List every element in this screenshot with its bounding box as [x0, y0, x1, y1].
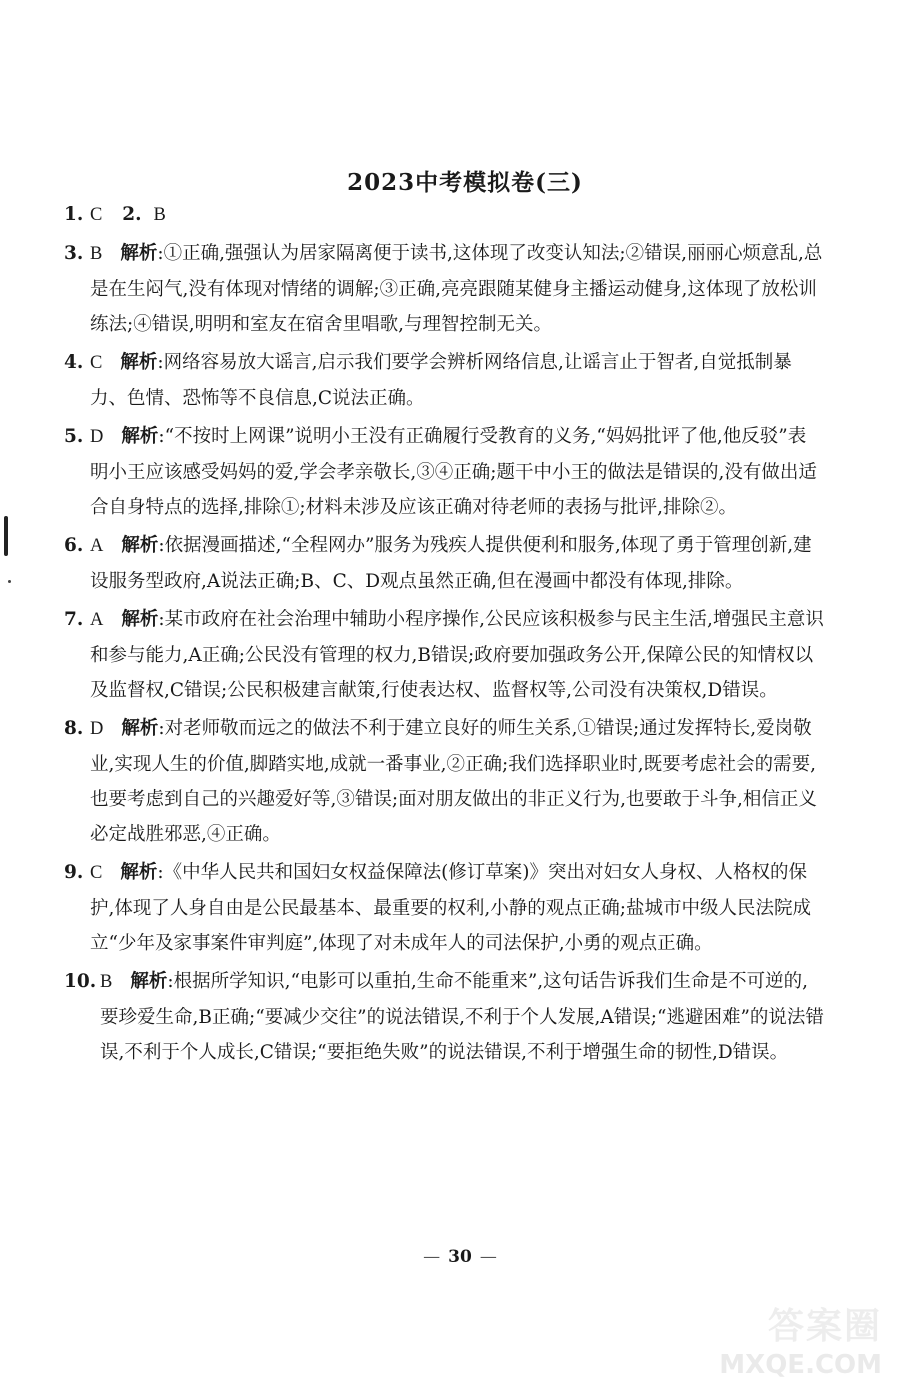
analysis-label: 解析 — [120, 352, 158, 373]
answer-item-1-2 — [64, 197, 824, 233]
answer-item-9 — [64, 855, 824, 961]
analysis-label: 解析 — [121, 535, 159, 556]
item-body — [90, 711, 824, 852]
analysis-text: :对老师敬而远之的做法不利于建立良好的师生关系,①错误;通过发挥特长,爱岗敬业,实现人生的价值,脚踏实地,成就一番事业,②正确;我们选择职业时,既要考虑社会的需要,也要考虑到自己的兴趣爱好等,③错误;面对朋友做出的非正义行为,也要敢于斗争,相信正义必定战胜邪恶,④正确。 — [90, 718, 817, 845]
item-number: 5. — [64, 426, 84, 447]
item-answer: B — [90, 244, 103, 264]
item-answer: B — [100, 972, 113, 992]
page-title: 2023中考模拟卷(三) — [347, 169, 583, 196]
item-body — [90, 197, 824, 233]
analysis-text: :《中华人民共和国妇女权益保障法(修订草案)》突出对妇女人身权、人格权的保护,体现了人身自由是公民最基本、最重要的权利,小静的观点正确;盐城市中级人民法院成立“少年及家事案件审判庭”,体现了对未成年人的司法保护,小勇的观点正确。 — [90, 862, 811, 954]
margin-ink-dot — [8, 580, 11, 583]
item-body — [90, 419, 824, 525]
item-number: 7. — [64, 609, 84, 630]
item-answer: C — [90, 353, 103, 373]
analysis-text: :根据所学知识,“电影可以重拍,生命不能重来”,这句话告诉我们生命是不可逆的,要珍爱生命,B正确;“要减少交往”的说法错误,不利于个人发展,A错误;“逃避困难”的说法错误,不利于个人成长,C错误;“要拒绝失败”的说法错误,不利于增强生命的韧性,D错误。 — [100, 971, 824, 1063]
site-watermark — [686, 1298, 886, 1380]
item-body — [90, 236, 824, 342]
item-answer: C — [90, 863, 103, 883]
margin-ink-mark — [4, 516, 8, 556]
analysis-text: :某市政府在社会治理中辅助小程序操作,公民应该积极参与民主生活,增强民主意识和参与能力,A正确;公民没有管理的权力,B错误;政府要加强政务公开,保障公民的知情权以及监督权,C错误;公民积极建言献策,行使表达权、监督权等,公司没有决策权,D错误。 — [90, 609, 824, 701]
analysis-label: 解析 — [120, 862, 158, 883]
footer-dash-left: — — [423, 1247, 441, 1267]
page-number: 30 — [448, 1247, 472, 1267]
answer-item-5 — [64, 419, 824, 525]
analysis-text: :“不按时上网课”说明小王没有正确履行受教育的义务,“妈妈批评了他,他反驳”表明小王应该感受妈妈的爱,学会孝亲敬长,③④正确;题干中小王的做法是错误的,没有做出适合自身特点的选择,排除①;材料未涉及应该正确对待老师的表扬与批评,排除②。 — [90, 426, 817, 518]
analysis-label: 解析 — [120, 243, 158, 264]
item-answer-2: B — [153, 205, 166, 225]
item-number: 3. — [64, 243, 84, 264]
item-number: 8. — [64, 718, 84, 739]
item-number-2: 2. — [122, 204, 142, 225]
watermark-logo: 答案圈 — [767, 1306, 882, 1347]
analysis-text: :依据漫画描述,“全程网办”服务为残疾人提供便利和服务,体现了勇于管理创新,建设服务型政府,A说法正确;B、C、D观点虽然正确,但在漫画中都没有体现,排除。 — [90, 535, 812, 592]
item-body — [90, 345, 824, 416]
item-body — [100, 964, 824, 1070]
item-answer: C — [90, 205, 103, 225]
footer-dash-right: — — [479, 1247, 497, 1267]
item-answer: A — [90, 610, 104, 630]
item-answer: D — [90, 719, 104, 739]
analysis-label: 解析 — [121, 718, 159, 739]
item-number: 9. — [64, 862, 84, 883]
analysis-text: :网络容易放大谣言,启示我们要学会辨析网络信息,让谣言止于智者,自觉抵制暴力、色情、恐怖等不良信息,C说法正确。 — [90, 352, 792, 409]
answer-item-8 — [64, 711, 824, 852]
item-number: 1. — [64, 204, 84, 225]
item-number: 10. — [64, 971, 97, 992]
answer-item-7 — [64, 602, 824, 708]
answer-list — [64, 197, 824, 1073]
item-number: 4. — [64, 352, 84, 373]
answer-item-6 — [64, 528, 824, 599]
item-body — [90, 602, 824, 708]
item-answer: A — [90, 536, 104, 556]
answer-item-3 — [64, 236, 824, 342]
item-body — [90, 855, 824, 961]
answer-item-10 — [64, 964, 824, 1070]
analysis-text: :①正确,强强认为居家隔离便于读书,这体现了改变认知法;②错误,丽丽心烦意乱,总是在生闷气,没有体现对情绪的调解;③正确,亮亮跟随某健身主播运动健身,这体现了放松训练法;④错误,明明和室友在宿舍里唱歌,与理智控制无关。 — [90, 243, 823, 335]
analysis-label: 解析 — [121, 609, 159, 630]
item-number: 6. — [64, 535, 84, 556]
analysis-label: 解析 — [130, 971, 168, 992]
item-answer: D — [90, 427, 104, 447]
item-body — [90, 528, 824, 599]
analysis-label: 解析 — [121, 426, 159, 447]
page-footer — [0, 1247, 900, 1267]
watermark-domain: MXQE.COM — [719, 1350, 882, 1380]
answer-item-4 — [64, 345, 824, 416]
